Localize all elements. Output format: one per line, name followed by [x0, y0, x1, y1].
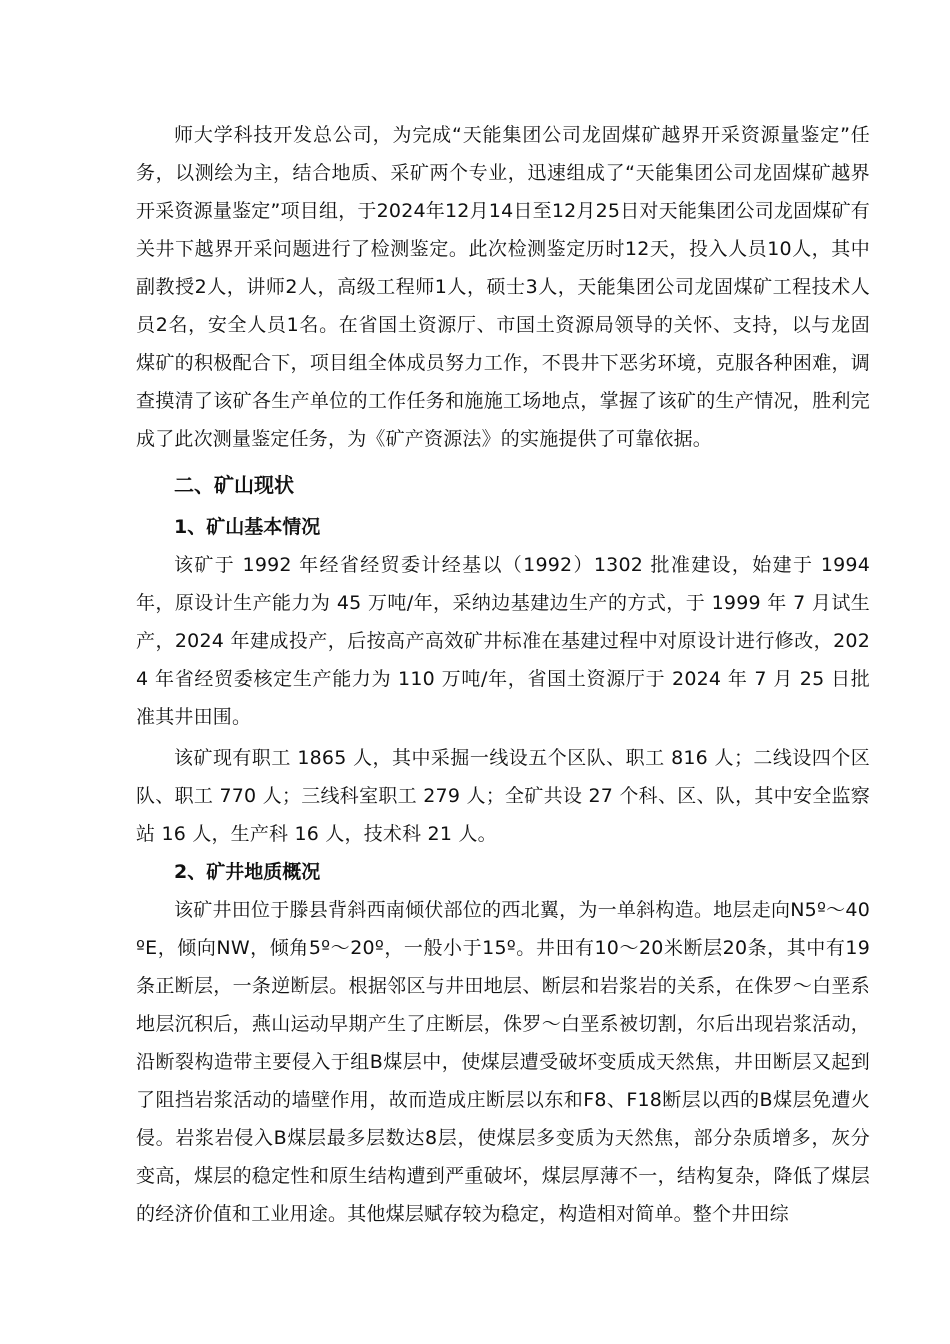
subsection-title-basic-info: 1、矿山基本情况: [174, 516, 321, 538]
subsection-title-geology: 2、矿井地质概况: [174, 861, 321, 883]
geology-paragraph-1: 该矿井田位于滕县背斜西南倾伏部位的西北翼，为一单斜构造。地层走向N5º～40ºE，倾向NW，倾角5º～20º，一般小于15º。井田有10～20米断层20条，其中有19条正断层，一条逆断层。根据邻区与井田地层、断层和岩浆岩的关系，在侏罗～白垩系地层沉积后，燕山运动早期产生了庄断层，侏罗～白垩系被切割，尔后出现岩浆活动，沿断裂构造带主要侵入于组B煤层中，使煤层遭受破坏变质成天然焦，井田断层又起到了阻挡岩浆活动的墙壁作用，故而造成庄断层以东和F8、F18断层以西的B煤层免遭火侵。岩浆岩侵入B煤层最多层数达8层，使煤层多变质为天然焦，部分杂质增多，灰分变高，煤层的稳定性和原生结构遭到严重破坏，煤层厚薄不一，结构复杂，降低了煤层的经济价值和工业用途。其他煤层赋存较为稳定，构造相对简单。整个井田综: [136, 899, 870, 1225]
intro-paragraph: 师大学科技开发总公司，为完成“天能集团公司龙固煤矿越界开采资源量鉴定”任务，以测绘为主，结合地质、采矿两个专业，迅速组成了“天能集团公司龙固煤矿越界开采资源量鉴定”项目组，于2024年12月14日至12月25日对天能集团公司龙固煤矿有关井下越界开采问题进行了检测鉴定。此次检测鉴定历时12天，投入人员10人，其中副教授2人，讲师2人，高级工程师1人，硕士3人，天能集团公司龙固煤矿工程技术人员2名，安全人员1名。在省国土资源厅、市国土资源局领导的关怀、支持，以与龙固煤矿的积极配合下，项目组全体成员努力工作，不畏井下恶劣环境，克服各种困难，调查摸清了该矿各生产单位的工作任务和施施工场地点，掌握了该矿的生产情况，胜利完成了此次测量鉴定任务，为《矿产资源法》的实施提供了可靠依据。: [136, 124, 870, 450]
section-title-mine-status: 二、矿山现状: [174, 473, 294, 497]
document-body: [136, 116, 870, 1233]
basic-info-paragraph-2: 该矿现有职工 1865 人，其中采掘一线设五个区队、职工 816 人；二线设四个区队、职工 770 人；三线科室职工 279 人；全矿共设 27 个科、区、队，其中安全监察站 16 人，生产科 16 人，技术科 21 人。: [136, 747, 870, 845]
basic-info-paragraph-1: 该矿于 1992 年经省经贸委计经基以（1992）1302 批准建设，始建于 1994 年，原设计生产能力为 45 万吨/年，采纳边基建边生产的方式，于 1999 年 7 月试生产，2024 年建成投产，后按高产高效矿井标准在基建过程中对原设计进行修改，2024 年省经贸委核定生产能力为 110 万吨/年，省国土资源厅于 2024 年 7 月 25 日批准其井田围。: [136, 554, 870, 728]
